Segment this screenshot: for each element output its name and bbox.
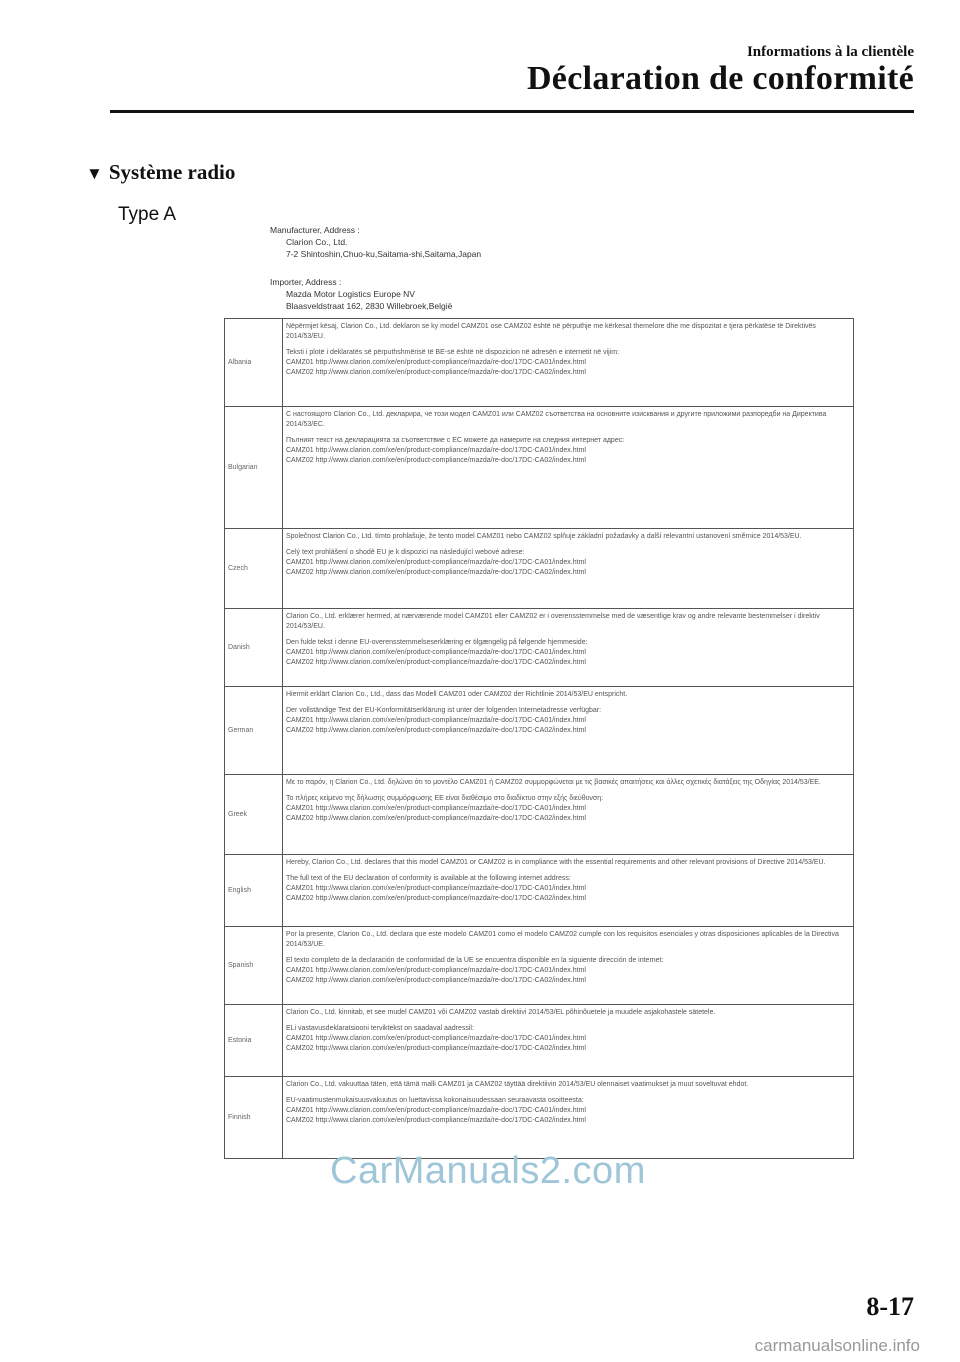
declaration-url: CAMZ02 http://www.clarion.com/xe/en/product-compliance/mazda/re-doc/17DC-CA02/index.html xyxy=(286,977,586,984)
declaration-language: English xyxy=(225,855,283,927)
declaration-row xyxy=(225,609,854,687)
page-number: 8-17 xyxy=(866,1292,914,1321)
declaration-row xyxy=(225,1077,854,1159)
declaration-language: Estonia xyxy=(225,1005,283,1077)
declaration-language: Spanish xyxy=(225,927,283,1005)
type-label: Type A xyxy=(118,204,177,225)
declaration-language: Czech xyxy=(225,529,283,609)
declaration-text xyxy=(283,687,854,775)
declaration-statement: Nëpërmjet kësaj, Clarion Co., Ltd. deklaron se ky model CAMZ01 ose CAMZ02 është në përputhje me kërkesat themelore dhe me dispozitat e tjera përkatëse të Direktivës 2014/53/EU. xyxy=(286,323,816,340)
declaration-availability: Пълният текст на декларацията за съответствие с ЕС можете да намерите на следния интернет адрес: xyxy=(286,437,625,444)
declaration-text xyxy=(283,855,854,927)
section-heading-text: Système radio xyxy=(108,160,236,184)
declaration-language: Bulgarian xyxy=(225,407,283,529)
manufacturer-name: Clarion Co., Ltd. xyxy=(286,237,348,247)
declaration-url: CAMZ01 http://www.clarion.com/xe/en/product-compliance/mazda/re-doc/17DC-CA01/index.html xyxy=(286,885,586,892)
declaration-statement: Clarion Co., Ltd. erklærer hermed, at nærværende model CAMZ01 eller CAMZ02 er i overensstemmelse med de væsentlige krav og andre relevante bestemmelser i direktiv 2014/53/EU. xyxy=(286,613,820,630)
header-rule xyxy=(110,110,914,113)
declaration-url: CAMZ02 http://www.clarion.com/xe/en/product-compliance/mazda/re-doc/17DC-CA02/index.html xyxy=(286,1045,586,1052)
declaration-row xyxy=(225,855,854,927)
declaration-url: CAMZ01 http://www.clarion.com/xe/en/product-compliance/mazda/re-doc/17DC-CA01/index.html xyxy=(286,805,586,812)
footer-site: carmanualsonline.info xyxy=(754,1336,920,1355)
header-title: Déclaration de conformité xyxy=(526,60,914,97)
declaration-text xyxy=(283,775,854,855)
declaration-text xyxy=(283,927,854,1005)
declaration-row xyxy=(225,407,854,529)
declaration-url: CAMZ01 http://www.clarion.com/xe/en/product-compliance/mazda/re-doc/17DC-CA01/index.html xyxy=(286,1035,586,1042)
declaration-availability: El texto completo de la declaración de conformidad de la UE se encuentra disponible en la siguiente dirección de internet: xyxy=(286,957,664,964)
declaration-url: CAMZ02 http://www.clarion.com/xe/en/product-compliance/mazda/re-doc/17DC-CA02/index.html xyxy=(286,815,586,822)
declaration-availability: EU-vaatimustenmukaisuusvakuutus on luettavissa kokonaisuudessaan seuraavasta osoitteesta: xyxy=(286,1097,584,1104)
declaration-statement: Clarion Co., Ltd. kinnitab, et see mudel CAMZ01 või CAMZ02 vastab direktiivi 2014/53/EL põhinõuetele ja muudele asjakohastele sätetele. xyxy=(286,1009,716,1016)
header-subtitle: Informations à la clientèle xyxy=(746,44,914,60)
declaration-url: CAMZ01 http://www.clarion.com/xe/en/product-compliance/mazda/re-doc/17DC-CA01/index.html xyxy=(286,447,586,454)
declaration-statement: Por la presente, Clarion Co., Ltd. declara que este modelo CAMZ01 como el modelo CAMZ02 cumple con los requisitos esenciales y otras disposiciones aplicables de la Directiva 2014/53/UE. xyxy=(286,931,839,948)
declaration-row xyxy=(225,687,854,775)
declaration-url: CAMZ01 http://www.clarion.com/xe/en/product-compliance/mazda/re-doc/17DC-CA01/index.html xyxy=(286,559,586,566)
declaration-language: Finnish xyxy=(225,1077,283,1159)
declaration-url: CAMZ01 http://www.clarion.com/xe/en/product-compliance/mazda/re-doc/17DC-CA01/index.html xyxy=(286,1107,586,1114)
declaration-row xyxy=(225,775,854,855)
declaration-statement: Clarion Co., Ltd. vakuuttaa täten, että tämä malli CAMZ01 ja CAMZ02 täyttää direktiivin 2014/53/EU olennaiset vaatimukset ja muut soveltuvat ehdot. xyxy=(286,1081,749,1088)
declaration-availability: Der vollständige Text der EU-Konformitätserklärung ist unter der folgenden Internetadresse verfügbar: xyxy=(286,707,602,714)
declaration-availability: Teksti i plotë i deklaratës së përputhshmërisë të BE-së është në dispozicion në adresën e internetit në vijim: xyxy=(286,349,620,356)
declaration-availability: Celý text prohlášení o shodě EU je k dispozici na následující webové adrese: xyxy=(286,549,525,556)
declaration-row xyxy=(225,529,854,609)
declaration-row xyxy=(225,319,854,407)
declaration-url: CAMZ02 http://www.clarion.com/xe/en/product-compliance/mazda/re-doc/17DC-CA02/index.html xyxy=(286,457,586,464)
declaration-availability: ELi vastavusdeklaratsiooni terviktekst on saadaval aadressil: xyxy=(286,1025,474,1032)
declaration-availability: The full text of the EU declaration of conformity is available at the following internet address: xyxy=(286,875,571,882)
declaration-url: CAMZ02 http://www.clarion.com/xe/en/product-compliance/mazda/re-doc/17DC-CA02/index.html xyxy=(286,895,586,902)
declaration-url: CAMZ01 http://www.clarion.com/xe/en/product-compliance/mazda/re-doc/17DC-CA01/index.html xyxy=(286,649,586,656)
declaration-row xyxy=(225,1005,854,1077)
declaration-availability: Den fulde tekst i denne EU-overensstemmelseserklæring er tilgængelig på følgende hjemmeside: xyxy=(286,639,588,646)
watermark: CarManuals2.com xyxy=(330,1150,646,1192)
declaration-text xyxy=(283,1005,854,1077)
triangle-down-icon: ▼ xyxy=(86,164,103,183)
declaration-text xyxy=(283,1077,854,1159)
declaration-url: CAMZ02 http://www.clarion.com/xe/en/product-compliance/mazda/re-doc/17DC-CA02/index.html xyxy=(286,727,586,734)
declaration-text xyxy=(283,529,854,609)
declaration-language: Danish xyxy=(225,609,283,687)
declaration-url: CAMZ01 http://www.clarion.com/xe/en/product-compliance/mazda/re-doc/17DC-CA01/index.html xyxy=(286,967,586,974)
address-block xyxy=(270,224,481,312)
declaration-row xyxy=(225,927,854,1005)
importer-address: Blaasveldstraat 162, 2830 Willebroek,België xyxy=(286,301,453,311)
importer-name: Mazda Motor Logistics Europe NV xyxy=(286,289,415,299)
declaration-url: CAMZ01 http://www.clarion.com/xe/en/product-compliance/mazda/re-doc/17DC-CA01/index.html xyxy=(286,717,586,724)
declaration-url: CAMZ02 http://www.clarion.com/xe/en/product-compliance/mazda/re-doc/17DC-CA02/index.html xyxy=(286,369,586,376)
declaration-statement: Společnost Clarion Co., Ltd. tímto prohlašuje, že tento model CAMZ01 nebo CAMZ02 splňuje základní požadavky a další relevantní ustanovení směrnice 2014/53/EU. xyxy=(286,533,802,540)
section-heading xyxy=(86,160,235,185)
declaration-url: CAMZ02 http://www.clarion.com/xe/en/product-compliance/mazda/re-doc/17DC-CA02/index.html xyxy=(286,659,586,666)
declaration-statement: Hiermit erklärt Clarion Co., Ltd., dass das Modell CAMZ01 oder CAMZ02 der Richtlinie 2014/53/EU entspricht. xyxy=(286,691,628,698)
declaration-url: CAMZ01 http://www.clarion.com/xe/en/product-compliance/mazda/re-doc/17DC-CA01/index.html xyxy=(286,359,586,366)
declaration-text xyxy=(283,407,854,529)
declaration-statement: С настоящото Clarion Co., Ltd. декларира, че този модел CAMZ01 или CAMZ02 съответства на основните изисквания и другите приложими разпоредби на Директива 2014/53/ЕС. xyxy=(286,411,827,428)
declaration-text xyxy=(283,319,854,407)
declaration-url: CAMZ02 http://www.clarion.com/xe/en/product-compliance/mazda/re-doc/17DC-CA02/index.html xyxy=(286,1117,586,1124)
declaration-table xyxy=(224,318,854,1159)
declaration-availability: Το πλήρες κείμενο της δήλωσης συμμόρφωσης ΕΕ είναι διαθέσιμο στο διαδίκτυο στην εξής διεύθυνση: xyxy=(286,795,604,802)
declaration-statement: Hereby, Clarion Co., Ltd. declares that this model CAMZ01 or CAMZ02 is in compliance with the essential requirements and other relevant provisions of Directive 2014/53/EU. xyxy=(286,859,826,866)
importer-label: Importer, Address : xyxy=(270,277,342,287)
declaration-text xyxy=(283,609,854,687)
declaration-url: CAMZ02 http://www.clarion.com/xe/en/product-compliance/mazda/re-doc/17DC-CA02/index.html xyxy=(286,569,586,576)
declaration-language: Greek xyxy=(225,775,283,855)
declaration-language: German xyxy=(225,687,283,775)
manufacturer-address: 7-2 Shintoshin,Chuo-ku,Saitama-shi,Saitama,Japan xyxy=(286,249,482,259)
declaration-statement: Με το παρόν, η Clarion Co., Ltd. δηλώνει ότι το μοντέλο CAMZ01 ή CAMZ02 συμμορφώνεται με τις βασικές απαιτήσεις και άλλες σχετικές διατάξεις της Οδηγίας 2014/53/ΕΕ. xyxy=(286,779,821,786)
manufacturer-label: Manufacturer, Address : xyxy=(270,225,360,235)
declaration-language: Albania xyxy=(225,319,283,407)
